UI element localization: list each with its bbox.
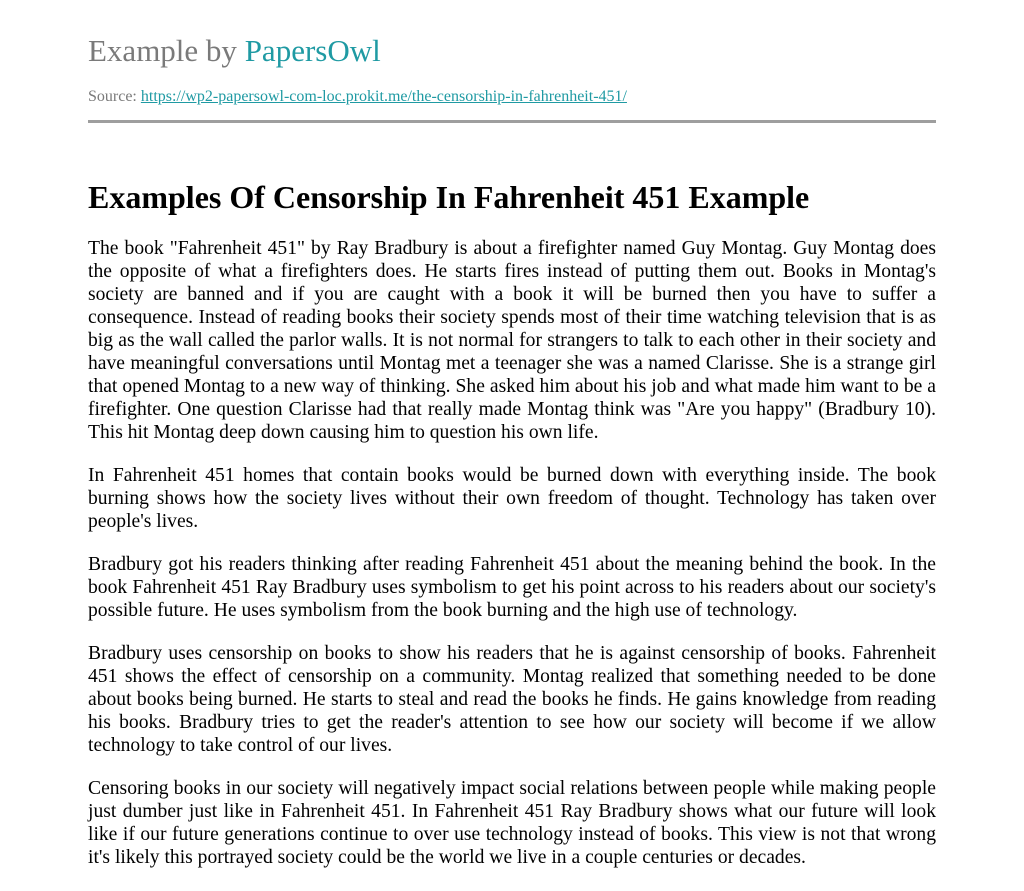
paragraph-4: Bradbury uses censorship on books to show his readers that he is against censorship of books. Fahrenheit 451 shows the effect of censorship on a community. Montag realized that something needed to be done about books being burned. He starts to steal and read the books he finds. He gains knowledge from reading his books. Bradbury tries to get the reader's attention to see how our society will become if we allow technology to take control of our lives. — [88, 643, 936, 756]
brand-name: PapersOwl — [244, 33, 381, 68]
brand-header — [88, 0, 936, 71]
brand-prefix: Example by — [88, 33, 245, 68]
source-link[interactable]: https://wp2-papersowl-com-loc.prokit.me/the-censorship-in-fahrenheit-451/ — [140, 88, 627, 105]
paragraph-5: Censoring books in our society will negatively impact social relations between people while making people just dumber just like in Fahrenheit 451. In Fahrenheit 451 Ray Bradbury shows what our future will look like if our future generations continue to over use technology instead of books. This view is not that wrong it's likely this portrayed society could be the world we live in a couple centuries or decades. — [88, 778, 936, 868]
paragraph-2: In Fahrenheit 451 homes that contain books would be burned down with everything inside. The book burning shows how the society lives without their own freedom of thought. Technology has taken over people's lives. — [88, 465, 936, 532]
source-line — [88, 87, 936, 107]
document-page — [88, 0, 936, 869]
header-divider — [88, 120, 936, 123]
source-label: Source: — [88, 88, 141, 105]
paragraph-1: The book "Fahrenheit 451" by Ray Bradbury is about a firefighter named Guy Montag. Guy Montag does the opposite of what a firefighters does. He starts fires instead of putting them out. Books in Montag's society are banned and if you are caught with a book it will be burned then you have to suffer a consequence. Instead of reading books their society spends most of their time watching television that is as big as the wall called the parlor walls. It is not normal for strangers to talk to each other in their society and have meaningful conversations until Montag met a teenager she was a named Clarisse. She is a strange girl that opened Montag to a new way of thinking. She asked him about his job and what made him want to be a firefighter. One question Clarisse had that really made Montag think was "Are you happy" (Bradbury 10). This hit Montag deep down causing him to question his own life. — [88, 238, 936, 443]
paragraph-3: Bradbury got his readers thinking after reading Fahrenheit 451 about the meaning behind the book. In the book Fahrenheit 451 Ray Bradbury uses symbolism to get his point across to his readers about our society's possible future. He uses symbolism from the book burning and the high use of technology. — [88, 554, 936, 621]
article-title: Examples Of Censorship In Fahrenheit 451 Example — [88, 179, 810, 215]
